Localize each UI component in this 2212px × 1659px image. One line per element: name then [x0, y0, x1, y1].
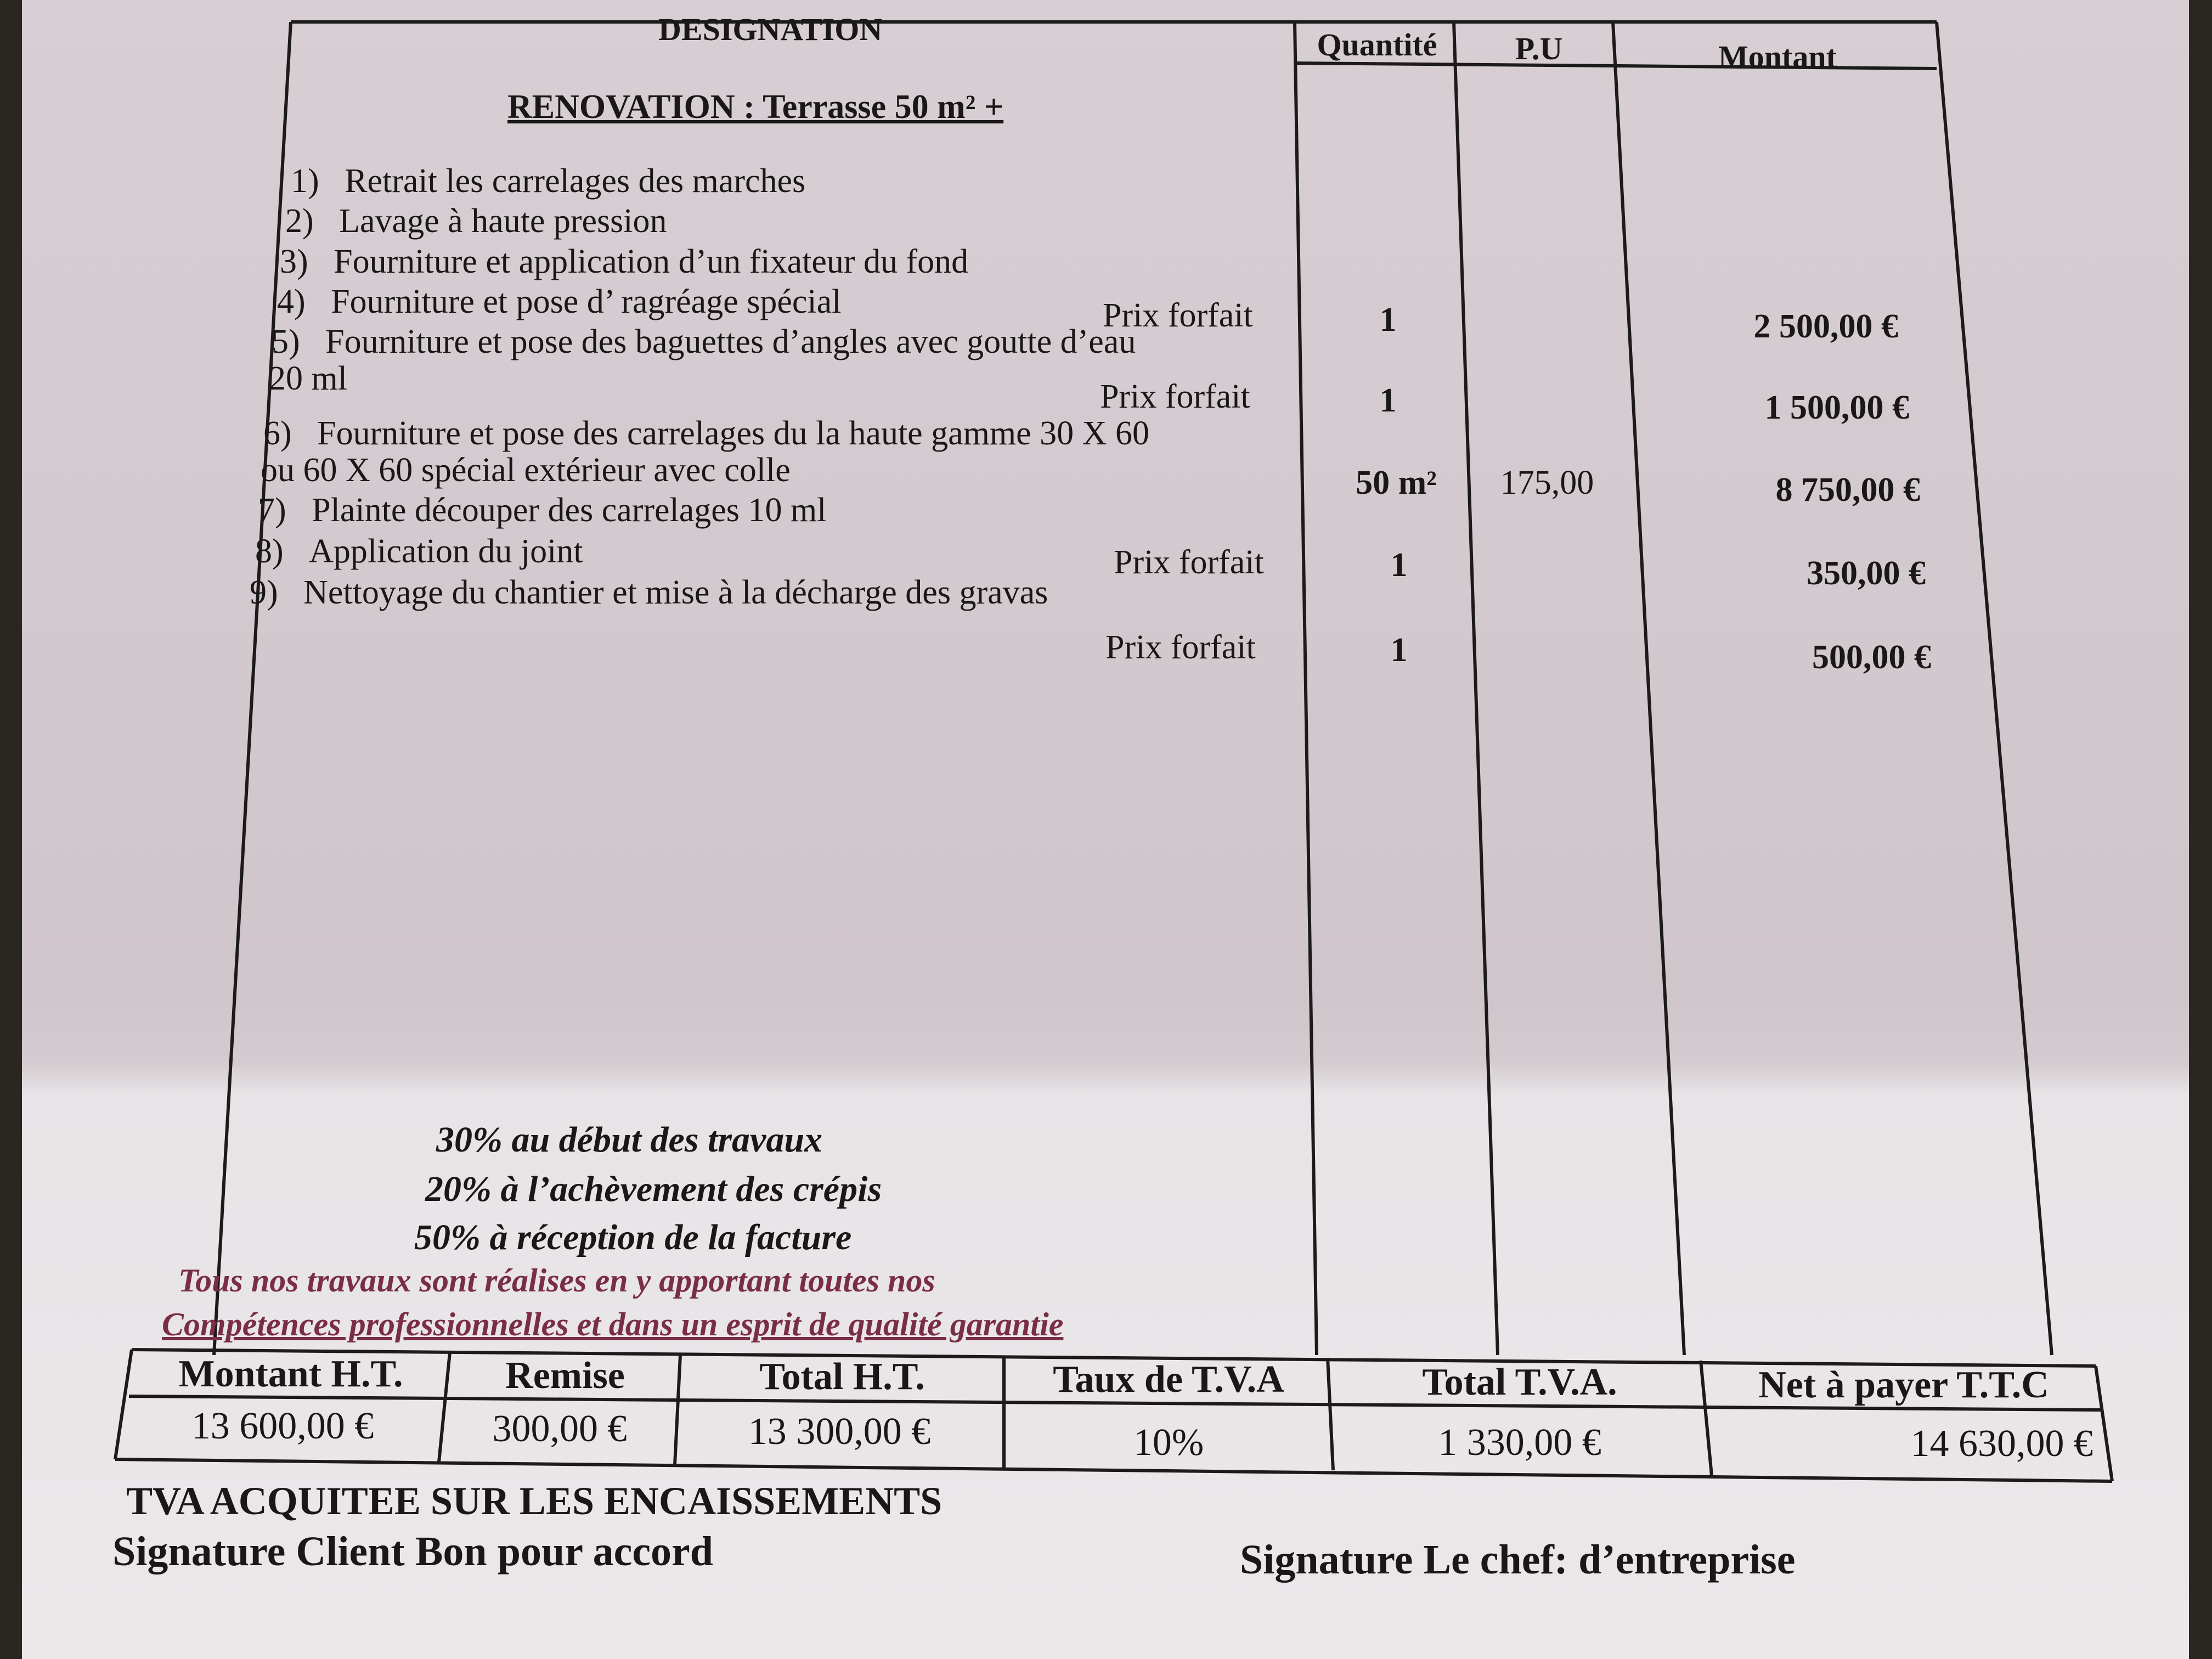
header-montant: Montant	[1718, 39, 1837, 75]
totals-header-remise: Remise	[505, 1355, 625, 1397]
line-qty: 1	[1390, 631, 1408, 669]
line-qty: 50 m²	[1356, 464, 1437, 501]
totals-value-total-ht: 13 300,00 €	[748, 1410, 931, 1453]
totals-value-net-ttc: 14 630,00 €	[1910, 1423, 2093, 1465]
header-quantite: Quantité	[1317, 27, 1437, 63]
line-montant: 500,00 €	[1812, 639, 1931, 676]
totals-value-taux-tva: 10%	[1133, 1421, 1204, 1464]
line-montant: 8 750,00 €	[1775, 471, 1920, 509]
client-signature-label: Signature Client Bon pour accord	[112, 1528, 714, 1575]
payment-term: 20% à l’achèvement des crépis	[425, 1169, 882, 1209]
list-item: 8) Application du joint	[255, 533, 583, 570]
list-item: ou 60 X 60 spécial extérieur avec colle	[261, 452, 791, 489]
list-item: 7) Plainte découper des carrelages 10 ml	[258, 492, 827, 529]
tva-note: TVA ACQUITEE SUR LES ENCAISSEMENTS	[126, 1479, 943, 1523]
line-montant: 1 500,00 €	[1764, 389, 1909, 426]
line-label: Prix forfait	[1103, 297, 1253, 334]
totals-value-remise: 300,00 €	[492, 1408, 627, 1450]
payment-term: 50% à réception de la facture	[414, 1217, 852, 1257]
list-item: 6) Fourniture et pose des carrelages du la haute gamme 30 X 60	[263, 415, 1149, 452]
list-item: 2) Lavage à haute pression	[285, 202, 667, 240]
line-label: Prix forfait	[1100, 378, 1250, 415]
payment-term: 30% au début des travaux	[436, 1120, 823, 1160]
header-designation: DESIGNATION	[658, 12, 883, 47]
line-pu: 175,00	[1500, 464, 1594, 501]
invoice-paper	[22, 0, 2189, 1659]
list-item: 1) Retrait les carrelages des marches	[291, 162, 806, 200]
line-label: Prix forfait	[1105, 629, 1256, 666]
quality-note: Compétences professionnelles et dans un esprit de qualité garantie	[162, 1306, 1064, 1342]
totals-header-net-ttc: Net à payer T.T.C	[1758, 1364, 2049, 1406]
line-montant: 350,00 €	[1807, 555, 1926, 592]
totals-header-total-ht: Total H.T.	[759, 1356, 925, 1398]
line-qty: 1	[1390, 546, 1408, 584]
line-label: Prix forfait	[1114, 544, 1264, 581]
quality-note: Tous nos travaux sont réalises en y apportant toutes nos	[178, 1262, 935, 1299]
totals-header-taux-tva: Taux de T.V.A	[1053, 1358, 1284, 1401]
list-item: 4) Fourniture et pose d’ ragréage spécial	[277, 283, 842, 320]
list-item: 5) Fourniture et pose des baguettes d’angles avec goutte d’eau	[272, 323, 1136, 360]
totals-header-total-tva: Total T.V.A.	[1422, 1361, 1617, 1403]
totals-header-montant-ht: Montant H.T.	[178, 1353, 403, 1395]
line-qty: 1	[1379, 382, 1397, 419]
list-item: 20 ml	[269, 360, 347, 397]
chef-signature-label: Signature Le chef: d’entreprise	[1240, 1537, 1796, 1583]
document-title: RENOVATION : Terrasse 50 m² +	[507, 88, 1004, 126]
list-item: 3) Fourniture et application d’un fixateur du fond	[280, 243, 969, 280]
line-qty: 1	[1379, 301, 1397, 338]
header-pu: P.U	[1515, 31, 1563, 66]
totals-value-montant-ht: 13 600,00 €	[191, 1405, 374, 1447]
totals-value-total-tva: 1 330,00 €	[1438, 1421, 1601, 1464]
line-montant: 2 500,00 €	[1753, 308, 1898, 345]
list-item: 9) Nettoyage du chantier et mise à la décharge des gravas	[250, 574, 1048, 611]
